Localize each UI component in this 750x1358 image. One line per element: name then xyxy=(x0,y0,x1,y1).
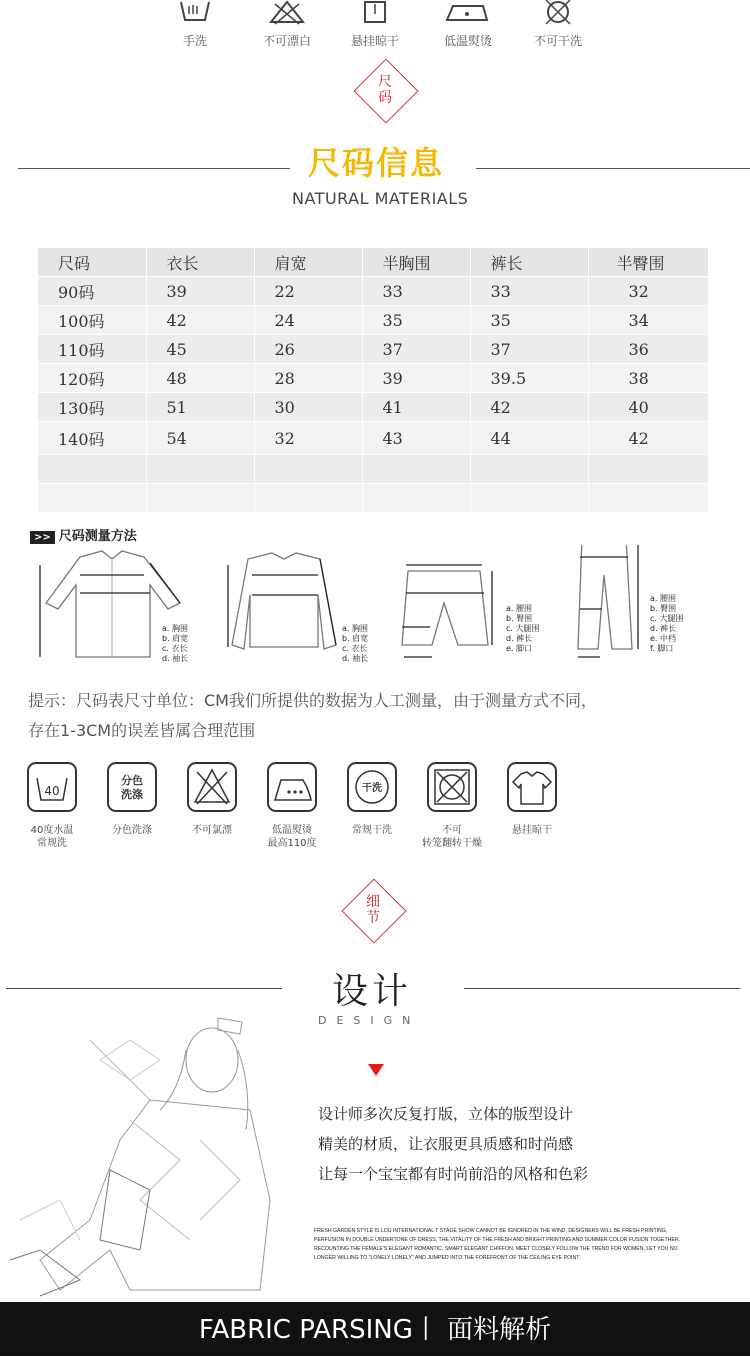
table-row xyxy=(38,455,708,484)
measure-heading-text: 尺码测量方法 xyxy=(58,529,137,544)
badge-text xyxy=(358,894,388,926)
care-label-line: 不可 xyxy=(442,825,462,836)
care-item xyxy=(335,0,415,49)
care-label-line: 常规洗 xyxy=(37,838,67,849)
hang-dry-icon xyxy=(355,0,395,26)
legend-text: c. 衣长 xyxy=(342,644,368,653)
care-symbol: 干洗 xyxy=(362,783,382,794)
care-item xyxy=(247,0,327,49)
legend-text: a. 胸围 xyxy=(162,624,188,633)
table-cell: 34 xyxy=(588,306,708,335)
design-subtitle: DESIGN xyxy=(318,1014,421,1027)
table-row xyxy=(38,306,708,335)
table-row xyxy=(38,393,708,422)
badge-char: 码 xyxy=(378,90,392,106)
iron-110-icon xyxy=(267,762,317,812)
table-cell: 35 xyxy=(362,306,470,335)
legend-text: b. 臀围 xyxy=(650,604,677,613)
care-label-line: 40度水温 xyxy=(30,825,74,836)
divider-line xyxy=(476,168,750,169)
table-cell: 37 xyxy=(362,335,470,364)
double-arrow-icon: >> xyxy=(30,531,55,544)
table-row xyxy=(38,364,708,393)
care-label: 分色洗涤 xyxy=(112,825,152,836)
care-item xyxy=(172,762,252,837)
legend-text: b. 肩宽 xyxy=(342,634,369,643)
hand-wash-icon xyxy=(175,0,215,26)
badge-char: 尺 xyxy=(378,74,392,90)
column-header: 尺码 xyxy=(38,248,146,277)
table-cell: 110码 xyxy=(38,335,146,364)
table-cell: 38 xyxy=(588,364,708,393)
legend-text: e. 脚口 xyxy=(506,644,533,653)
table-cell: 39 xyxy=(362,364,470,393)
table-row xyxy=(38,422,708,455)
care-label: 不可氯漂 xyxy=(192,825,232,836)
care-item xyxy=(428,0,508,49)
table-cell: 39.5 xyxy=(470,364,588,393)
separate-wash-icon xyxy=(107,762,157,812)
table-cell: 100码 xyxy=(38,306,146,335)
care-item xyxy=(412,762,492,850)
design-text-line: 设计师多次反复打版，立体的版型设计 xyxy=(318,1105,574,1123)
badge-text xyxy=(370,74,400,106)
table-cell: 120码 xyxy=(38,364,146,393)
care-label xyxy=(12,824,92,850)
shirt-diagram xyxy=(40,551,180,657)
section-subtitle: NATURAL MATERIALS xyxy=(292,189,469,208)
legend-text: c. 大腿围 xyxy=(650,614,684,623)
section-title: 尺码信息 xyxy=(308,144,445,182)
table-row xyxy=(38,277,708,306)
legend-text: f. 脚口 xyxy=(650,644,674,653)
sweater-diagram xyxy=(228,553,336,649)
legend-text: c. 大腿围 xyxy=(506,624,540,633)
care-label xyxy=(412,824,492,850)
table-cell: 140码 xyxy=(38,422,146,455)
care-item xyxy=(492,762,572,837)
table-cell: 37 xyxy=(470,335,588,364)
divider-line xyxy=(18,168,290,169)
no-bleach-icon xyxy=(267,0,307,26)
table-cell: 32 xyxy=(588,277,708,306)
care-label: 不可漂白 xyxy=(262,34,311,48)
table-row xyxy=(38,484,708,513)
table-row xyxy=(38,335,708,364)
design-fine-print: FRESH GARDEN STYLE IS LOU INTERNATIONAL T STAGE SHOW CANNOT BE IGNORED IN THE WIND, DESIGNERS WILL BE FRESH PRINTING, PERFUSION IN DOUBLE UNDERTONE OF DRESS, THE VITALITY OF THE FRESH AND BRIGHT PRINTING AND SUMMER COLOR FUSION TOGETHER, RECOUNTING THE FEMALE'S ELEGANT ROMANTIC, SMART ELEGANT CHIFFON, MEET CLOSELY FOLLOW THE TREND FOR WOMEN, LET YOU NO LONGER WILLING TO "LONELY LONELY" AND JUMPED INTO THE FOREFRONT OF THE CEILING EYE POINT. xyxy=(314,1228,681,1261)
column-header: 裤长 xyxy=(470,248,588,277)
design-title: 设计 xyxy=(332,971,413,1012)
girl-sketch-illustration xyxy=(0,1000,300,1300)
dry-clean-icon xyxy=(347,762,397,812)
column-header: 衣长 xyxy=(146,248,254,277)
care-icons-top xyxy=(150,0,610,60)
care-item xyxy=(12,762,92,850)
care-label: 低温熨烫 xyxy=(443,34,492,48)
size-note-line: 存在1-3CM的误差皆属合理范围 xyxy=(28,721,256,740)
design-text-line: 精美的材质，让衣服更具质感和时尚感 xyxy=(318,1135,574,1153)
pants-diagram xyxy=(578,545,638,657)
measurement-diagrams xyxy=(20,545,740,670)
table-cell: 42 xyxy=(470,393,588,422)
table-cell: 40 xyxy=(588,393,708,422)
table-cell: 90码 xyxy=(38,277,146,306)
divider-line xyxy=(464,988,740,989)
low-iron-icon xyxy=(443,0,493,26)
legend-text: d. 袖长 xyxy=(342,654,369,663)
care-label: 手洗 xyxy=(182,34,207,48)
table-cell: 39 xyxy=(146,277,254,306)
care-label-line: 低温熨烫 xyxy=(272,825,312,836)
size-note-line: 提示：尺码表尺寸单位：CM我们所提供的数据为人工测量，由于测量方式不同， xyxy=(28,691,597,710)
badge-char: 细 xyxy=(366,894,380,910)
care-item xyxy=(252,762,332,850)
fabric-parsing-banner: FABRIC PARSING丨 面料解析 xyxy=(0,1302,750,1356)
table-cell: 33 xyxy=(362,277,470,306)
care-item xyxy=(518,0,598,49)
care-symbol: 分色 xyxy=(121,774,143,787)
table-cell: 22 xyxy=(254,277,362,306)
table-cell: 32 xyxy=(254,422,362,455)
table-cell: 35 xyxy=(470,306,588,335)
care-label: 悬挂晾干 xyxy=(350,34,399,48)
care-label xyxy=(252,824,332,850)
triangle-down-icon xyxy=(368,1064,384,1076)
table-cell: 54 xyxy=(146,422,254,455)
legend-text: c. 衣长 xyxy=(162,644,188,653)
legend-text: e. 中档 xyxy=(650,634,677,643)
legend-text: d. 裤长 xyxy=(650,624,677,633)
care-label-line: 最高110度 xyxy=(267,838,317,849)
table-cell: 33 xyxy=(470,277,588,306)
care-label: 悬挂晾干 xyxy=(512,825,552,836)
care-label: 常规干洗 xyxy=(352,825,392,836)
table-cell: 24 xyxy=(254,306,362,335)
legend-text: a. 腰围 xyxy=(650,594,676,603)
design-text-line: 让每一个宝宝都有时尚前沿的风格和色彩 xyxy=(318,1165,589,1183)
column-header: 肩宽 xyxy=(254,248,362,277)
no-tumble-dry-icon xyxy=(427,762,477,812)
column-header: 半臀围 xyxy=(588,248,708,277)
shorts-diagram xyxy=(402,565,492,657)
table-cell: 48 xyxy=(146,364,254,393)
no-dry-clean-icon xyxy=(538,0,578,26)
wash-40-icon xyxy=(27,762,77,812)
table-cell: 42 xyxy=(588,422,708,455)
legend-text: b. 臀围 xyxy=(506,614,533,623)
measure-heading xyxy=(30,525,137,544)
table-cell: 41 xyxy=(362,393,470,422)
care-item xyxy=(332,762,412,837)
table-header-row xyxy=(38,248,708,277)
table-cell: 36 xyxy=(588,335,708,364)
table-cell: 26 xyxy=(254,335,362,364)
hang-dry-shirt-icon xyxy=(507,762,557,812)
legend-text: a. 腰围 xyxy=(506,604,532,613)
care-label: 不可干洗 xyxy=(533,34,582,48)
care-symbol: 洗涤 xyxy=(121,788,143,801)
legend-text: d. 裤长 xyxy=(506,634,533,643)
legend-text: a. 胸围 xyxy=(342,624,368,633)
table-cell: 42 xyxy=(146,306,254,335)
care-symbol: 40 xyxy=(44,784,60,798)
table-cell: 28 xyxy=(254,364,362,393)
care-item xyxy=(92,762,172,837)
table-cell: 30 xyxy=(254,393,362,422)
badge-char: 节 xyxy=(366,910,380,926)
table-cell: 44 xyxy=(470,422,588,455)
table-cell: 45 xyxy=(146,335,254,364)
table-cell: 51 xyxy=(146,393,254,422)
care-label-line: 转笼翻转干燥 xyxy=(422,838,482,849)
table-cell: 130码 xyxy=(38,393,146,422)
no-chlorine-bleach-icon xyxy=(187,762,237,812)
divider-line xyxy=(6,988,282,989)
legend-text: d. 袖长 xyxy=(162,654,189,663)
column-header: 半胸围 xyxy=(362,248,470,277)
care-item xyxy=(155,0,235,49)
legend-text: b. 肩宽 xyxy=(162,634,189,643)
table-cell: 43 xyxy=(362,422,470,455)
size-table xyxy=(38,248,709,513)
